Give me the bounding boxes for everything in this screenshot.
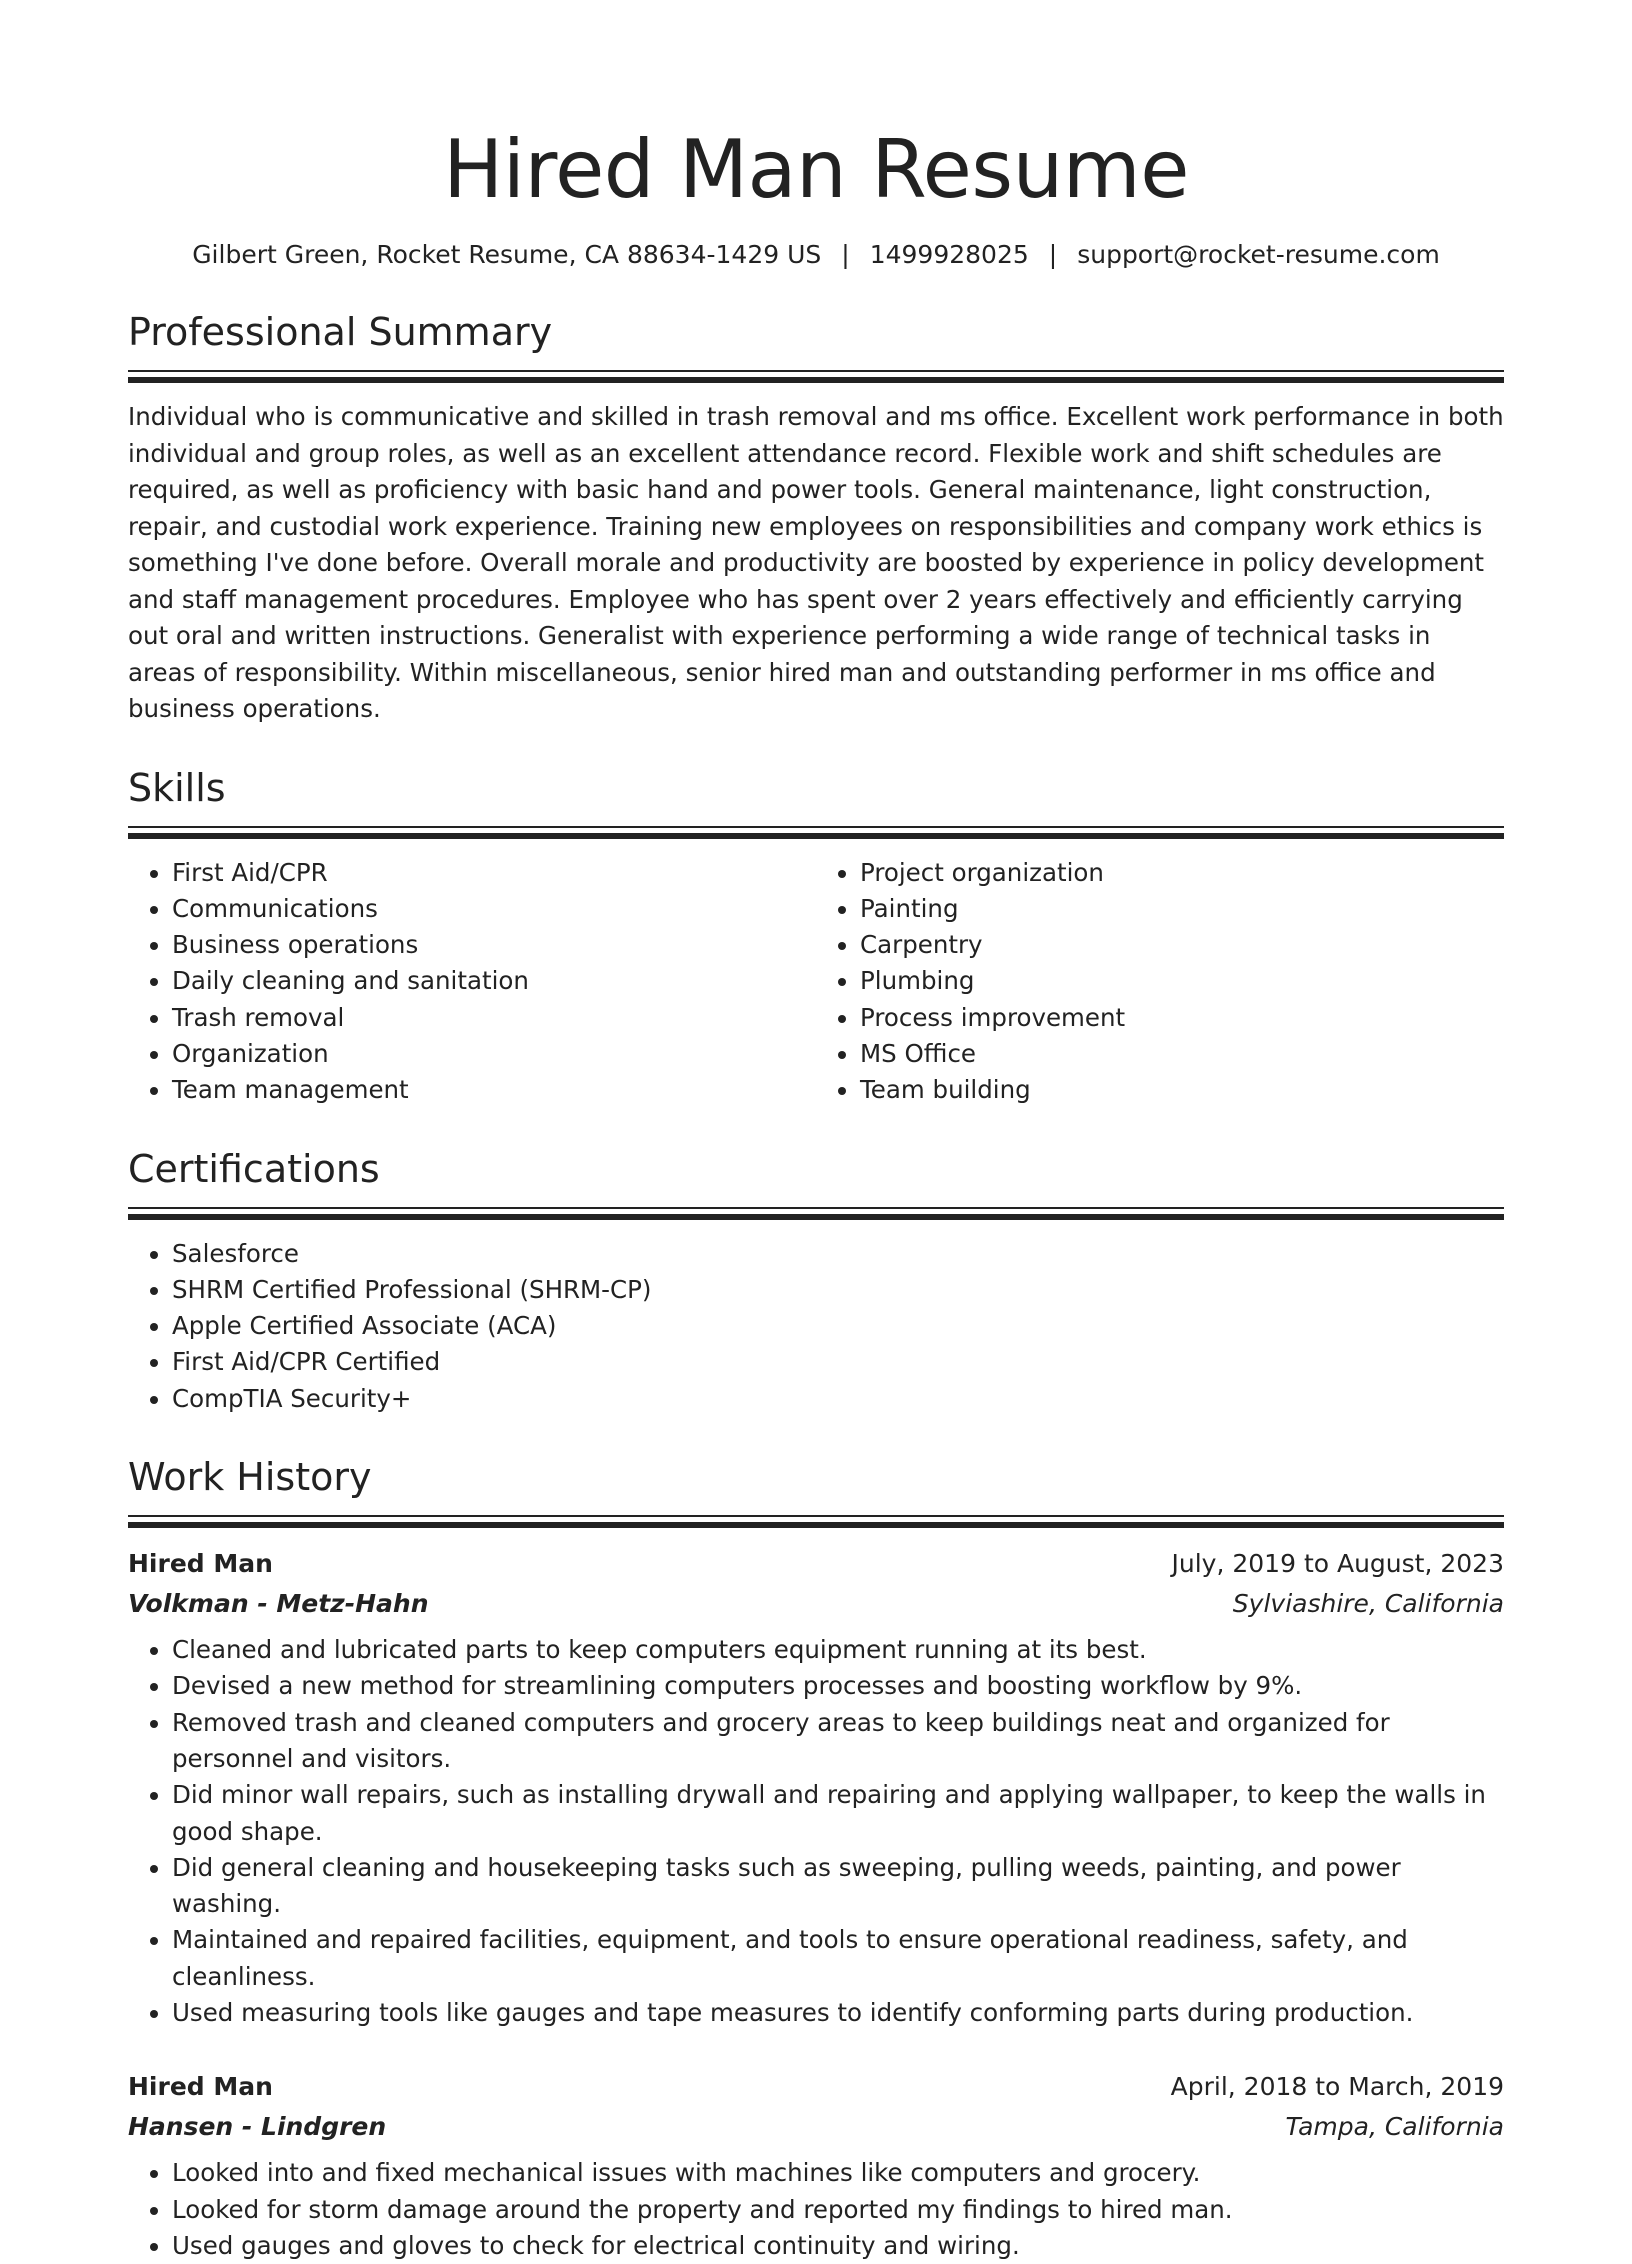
job-duty-item: • Did minor wall repairs, such as installing drywall and repairing and applying wallpaper, to keep the walls in good shape. xyxy=(172,1777,1504,1850)
job-company: Hansen - Lindgren xyxy=(128,2112,387,2142)
skill-item: • Process improvement xyxy=(860,1000,1504,1036)
job-header-row xyxy=(128,2067,1504,2107)
job-company-row xyxy=(128,2107,1504,2147)
job-entry xyxy=(128,2067,1504,2264)
section-divider xyxy=(128,826,1504,839)
job-dates: July, 2019 to August, 2023 xyxy=(1171,1549,1504,1579)
summary-text: Individual who is communicative and skilled in trash removal and ms office. Excellent work performance in both individual and group roles, as well as an excellent attendance record. Flexible work and shift schedules are required, as well as proficiency with basic hand and power tools. General maintenance, light construction, repair, and custodial work experience. Training new employees on responsibilities and company work ethics is something I've done before. Overall morale and productivity are boosted by experience in policy development and staff management procedures. Employee who has spent over 2 years effectively and efficiently carrying out oral and written instructions. Generalist with experience performing a wide range of technical tasks in areas of responsibility. Within miscellaneous, senior hired man and outstanding performer in ms office and business operations. xyxy=(128,402,1504,723)
job-duties-list xyxy=(128,1632,1504,2031)
resume-title: Hired Man Resume xyxy=(443,123,1189,216)
skill-item: • MS Office xyxy=(860,1036,1504,1072)
job-duty-item: • Looked for storm damage around the property and reported my findings to hired man. xyxy=(172,2192,1504,2228)
job-duty-item: • Removed trash and cleaned computers and grocery areas to keep buildings neat and organized for personnel and visitors. xyxy=(172,1705,1504,1778)
section-divider xyxy=(128,1515,1504,1528)
job-company: Volkman - Metz-Hahn xyxy=(128,1589,429,1619)
skill-item: • Business operations xyxy=(172,927,816,963)
contact-address: Gilbert Green, Rocket Resume, CA 88634-1429 US xyxy=(192,240,822,269)
skill-item: • Team management xyxy=(172,1072,816,1108)
job-title: Hired Man xyxy=(128,2072,273,2102)
skills-heading: Skills xyxy=(128,765,226,810)
job-duties-list xyxy=(128,2155,1504,2264)
contact-line xyxy=(128,238,1504,272)
skill-item: • Carpentry xyxy=(860,927,1504,963)
job-duty-item: • Did general cleaning and housekeeping tasks such as sweeping, pulling weeds, painting, and power washing. xyxy=(172,1850,1504,1923)
contact-phone: 1499928025 xyxy=(869,240,1029,269)
job-duty-item: • Maintained and repaired facilities, equipment, and tools to ensure operational readiness, safety, and cleanliness. xyxy=(172,1922,1504,1995)
skill-item: • First Aid/CPR xyxy=(172,855,816,891)
job-dates: April, 2018 to March, 2019 xyxy=(1170,2072,1504,2102)
certification-item: • Salesforce xyxy=(172,1236,1504,1272)
job-duty-item: • Cleaned and lubricated parts to keep computers equipment running at its best. xyxy=(172,1632,1504,1668)
resume-content xyxy=(128,120,1504,2264)
skill-item: • Organization xyxy=(172,1036,816,1072)
skill-item: • Painting xyxy=(860,891,1504,927)
section-divider xyxy=(128,370,1504,383)
summary-section xyxy=(128,308,1504,728)
certifications-heading: Certifications xyxy=(128,1146,380,1191)
job-duty-item: • Used measuring tools like gauges and tape measures to identify conforming parts during production. xyxy=(172,1995,1504,2031)
contact-separator: | xyxy=(841,240,850,269)
work-history-section xyxy=(128,1453,1504,2264)
certification-item: • First Aid/CPR Certified xyxy=(172,1344,1504,1380)
certification-item: • CompTIA Security+ xyxy=(172,1381,1504,1417)
job-entry xyxy=(128,1544,1504,2031)
certifications-section xyxy=(128,1145,1504,1417)
contact-email: support@rocket-resume.com xyxy=(1077,240,1440,269)
skill-item: • Communications xyxy=(172,891,816,927)
section-divider xyxy=(128,1207,1504,1220)
skills-list-right xyxy=(816,855,1504,1109)
skill-item: • Daily cleaning and sanitation xyxy=(172,963,816,999)
skill-item: • Team building xyxy=(860,1072,1504,1108)
job-header-row xyxy=(128,1544,1504,1584)
certification-item: • Apple Certified Associate (ACA) xyxy=(172,1308,1504,1344)
skill-item: • Project organization xyxy=(860,855,1504,891)
job-location: Sylviashire, California xyxy=(1232,1589,1504,1619)
skills-section xyxy=(128,764,1504,1109)
job-duty-item: • Used gauges and gloves to check for electrical continuity and wiring. xyxy=(172,2228,1504,2264)
summary-heading: Professional Summary xyxy=(128,310,553,354)
job-location: Tampa, California xyxy=(1285,2112,1504,2142)
certification-item: • SHRM Certified Professional (SHRM-CP) xyxy=(172,1272,1504,1308)
work-history-heading: Work History xyxy=(128,1455,372,1500)
job-company-row xyxy=(128,1584,1504,1624)
job-duty-item: • Devised a new method for streamlining computers processes and boosting workflow by 9%. xyxy=(172,1668,1504,1704)
skill-item: • Trash removal xyxy=(172,1000,816,1036)
skill-item: • Plumbing xyxy=(860,963,1504,999)
skills-columns xyxy=(128,855,1504,1109)
contact-separator: | xyxy=(1048,240,1058,269)
certifications-list xyxy=(128,1236,1504,1417)
skills-list-left xyxy=(128,855,816,1109)
job-title: Hired Man xyxy=(128,1549,273,1579)
job-duty-item: • Looked into and fixed mechanical issues with machines like computers and grocery. xyxy=(172,2155,1504,2191)
